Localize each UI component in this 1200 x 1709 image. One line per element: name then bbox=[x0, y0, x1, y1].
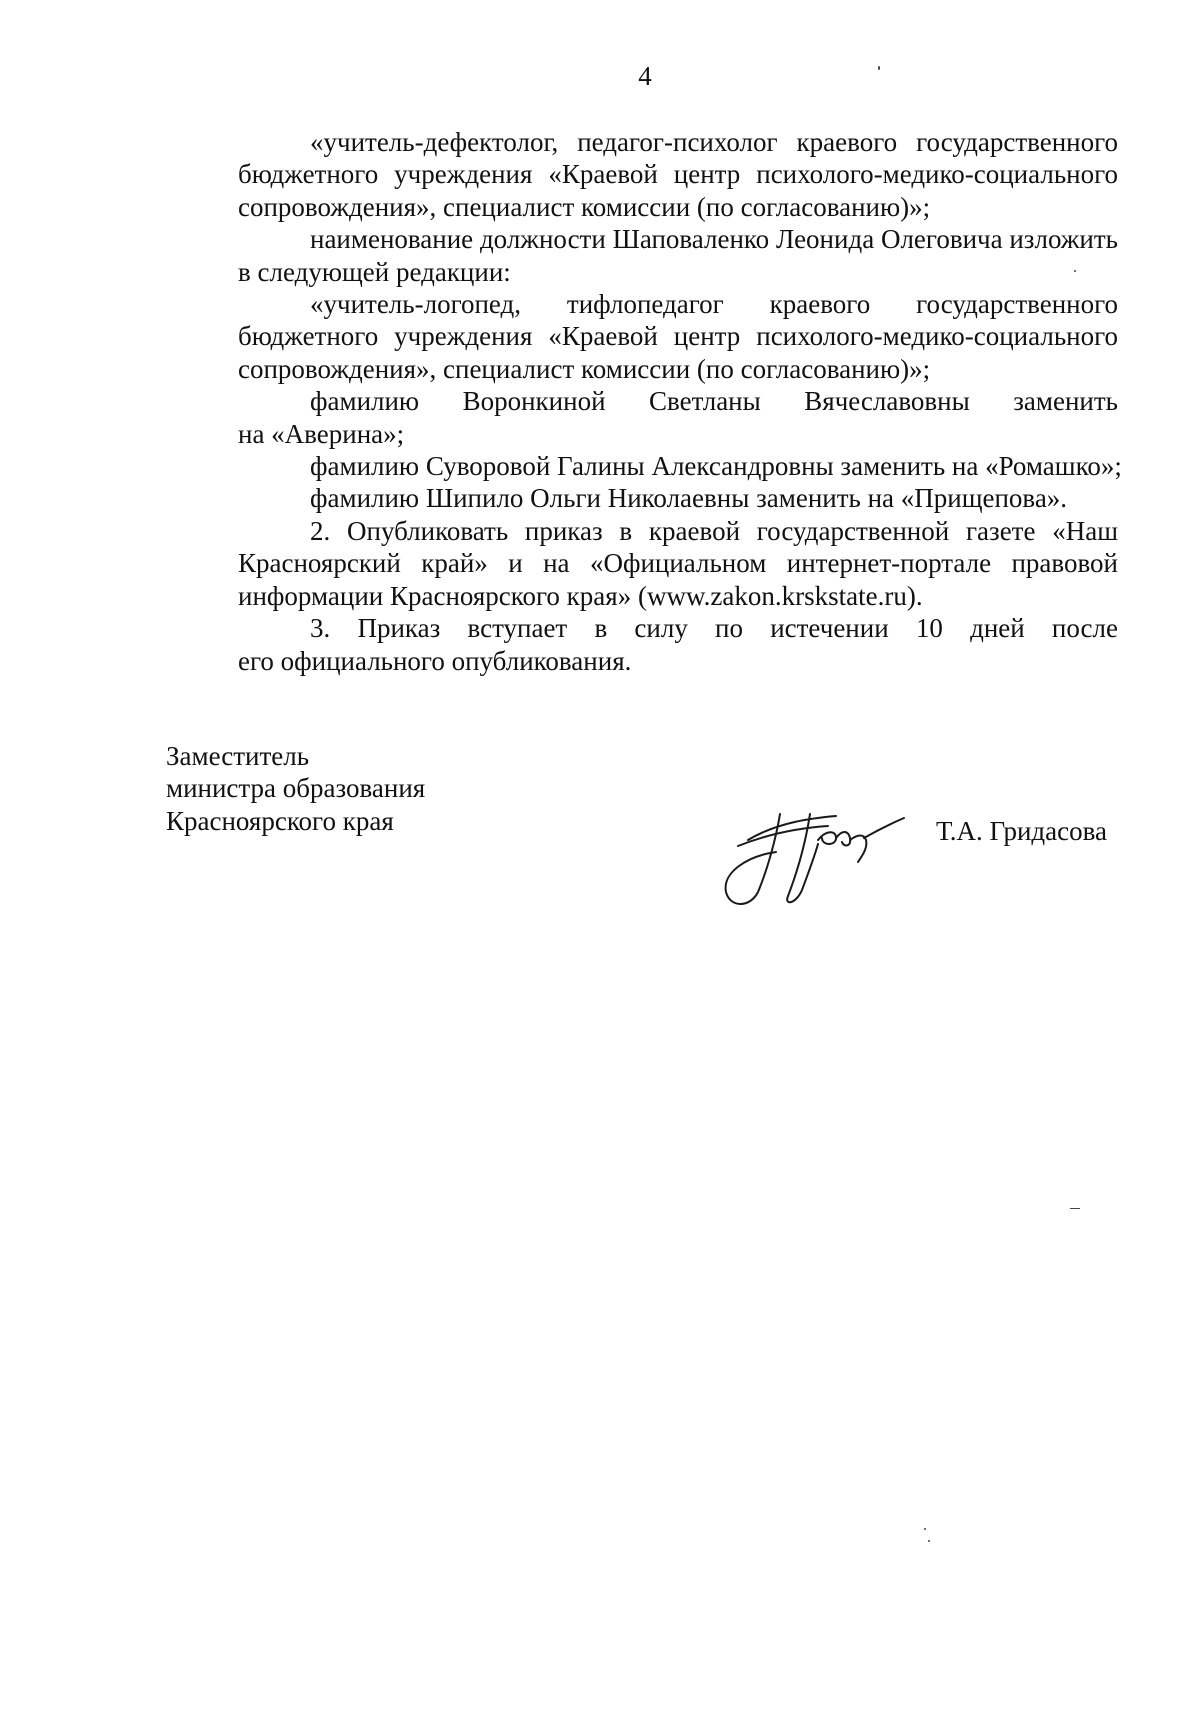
signatory-position-line: Красноярского края bbox=[166, 805, 394, 836]
paragraph-rename-shapovalenko bbox=[166, 223, 1118, 288]
scan-speck bbox=[928, 1540, 930, 1542]
text-line: на «Аверина»; bbox=[238, 418, 405, 449]
text-line: «учитель-дефектолог, педагог-психолог краевого государственного bbox=[310, 127, 1118, 157]
paragraph-surname-voronkina bbox=[166, 385, 1118, 450]
signatory-position-line: министра образования bbox=[166, 773, 426, 804]
signatory-name: Т.А. Гридасова bbox=[936, 816, 1107, 846]
paragraph-item-3-effective bbox=[166, 612, 1118, 677]
text-line: сопровождения», специалист комиссии (по согласованию)»; bbox=[238, 353, 931, 384]
text-line: его официального опубликования. bbox=[238, 645, 632, 676]
paragraph-item-2-publish bbox=[166, 515, 1118, 612]
text-line: фамилию Суворовой Галины Александровны заменить на «Ромашко»; bbox=[310, 451, 1122, 482]
paragraph-position-defectologist bbox=[166, 126, 1118, 223]
text-line: в следующей редакции: bbox=[238, 256, 511, 287]
page-number: 4 bbox=[638, 61, 652, 91]
text-line: сопровождения», специалист комиссии (по согласованию)»; bbox=[238, 191, 931, 222]
scan-speck bbox=[878, 66, 880, 70]
paragraph-surname-shipilo bbox=[166, 482, 1118, 514]
text-line: бюджетного учреждения «Краевой центр психолого-медико-социального bbox=[238, 159, 1118, 190]
scan-speck bbox=[1070, 1208, 1080, 1209]
scan-speck bbox=[1074, 270, 1076, 272]
handwritten-signature bbox=[718, 800, 908, 910]
text-line: 2. Опубликовать приказ в краевой государственной газете «Наш bbox=[310, 515, 1118, 546]
text-line: Красноярский край» и на «Официальном интернет-портале правовой bbox=[238, 548, 1118, 579]
text-line: фамилию Шипило Ольги Николаевны заменить на «Прищепова». bbox=[310, 483, 1068, 514]
text-line: информации Красноярского края» (www.zakon.krskstate.ru). bbox=[238, 580, 923, 611]
signatory-position-line: Заместитель bbox=[166, 741, 310, 771]
document-body bbox=[166, 126, 1122, 677]
text-line: наименование должности Шаповаленко Леонида Олеговича изложить bbox=[310, 224, 1118, 255]
scan-speck bbox=[924, 1528, 926, 1530]
paragraph-surname-suvorova bbox=[166, 450, 1122, 482]
paragraph-position-speech-therapist bbox=[166, 288, 1118, 385]
signatory-position bbox=[166, 740, 425, 837]
text-line: 3. Приказ вступает в силу по истечении 10 дней после bbox=[310, 613, 1118, 644]
text-line: бюджетного учреждения «Краевой центр психолого-медико-социального bbox=[238, 321, 1118, 352]
text-line: фамилию Воронкиной Светланы Вячеславовны заменить bbox=[310, 386, 1118, 417]
text-line: «учитель-логопед, тифлопедагог краевого государственного bbox=[310, 289, 1118, 320]
